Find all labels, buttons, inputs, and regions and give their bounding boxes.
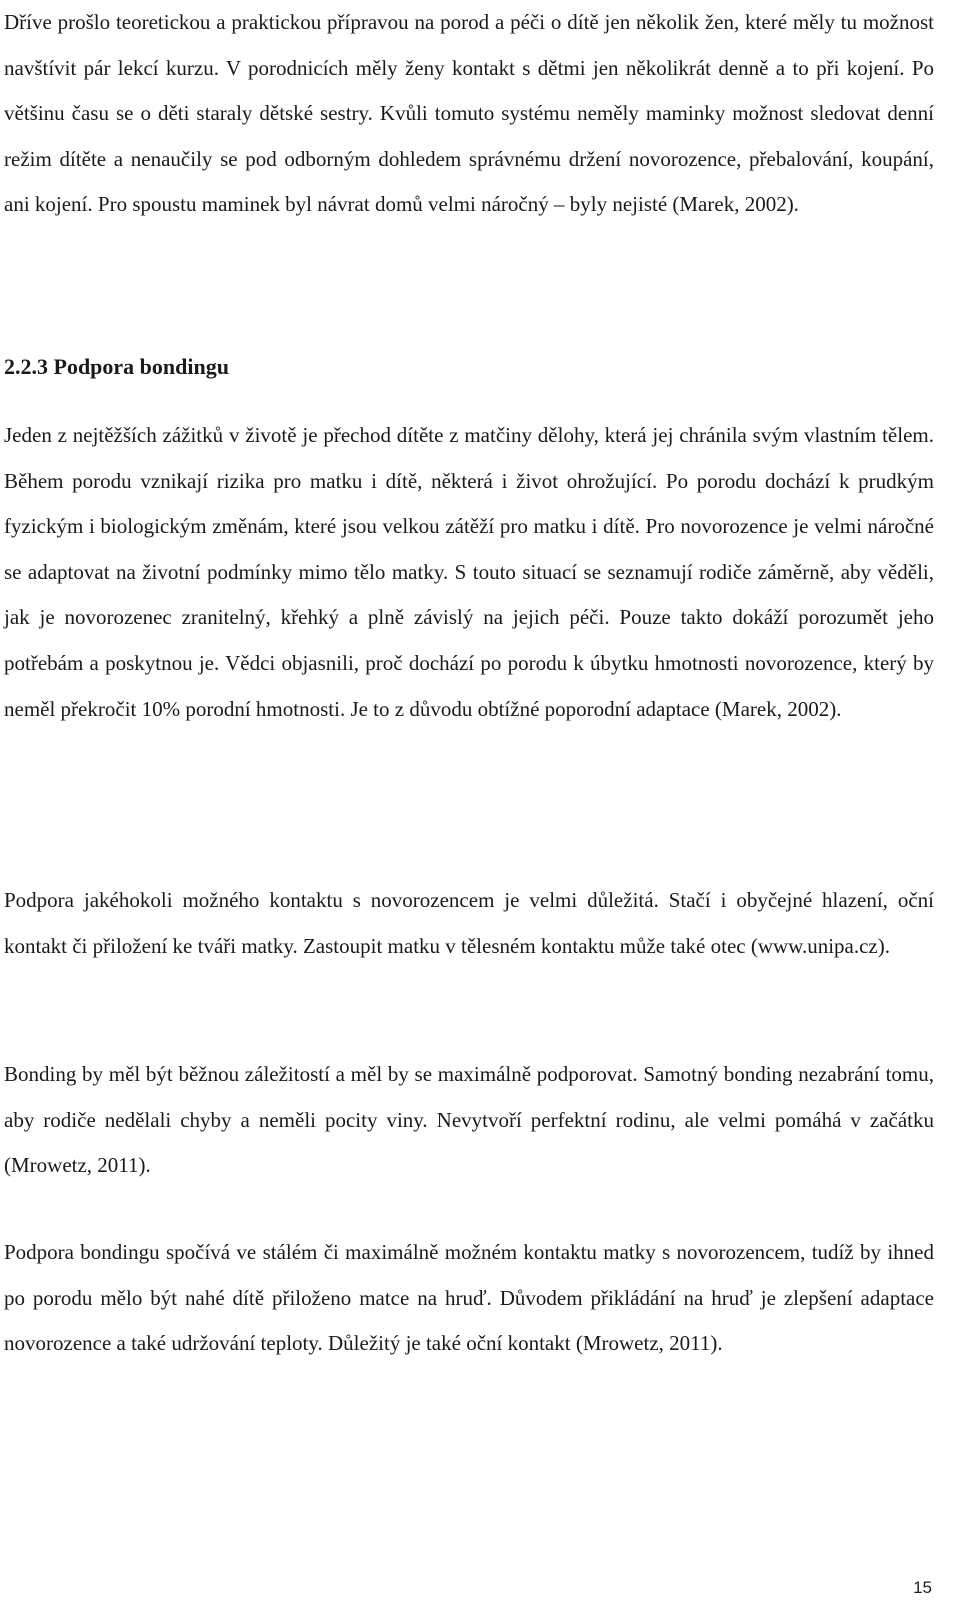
paragraph-intro: Dříve prošlo teoretickou a praktickou přípravou na porod a péči o dítě jen několik žen, které měly tu možnost navštívit pár lekcí kurzu. V porodnicích měly ženy kontakt s dětmi jen několikrát denně a to při kojení. Po většinu času se o děti staraly dětské sestry. Kvůli tomuto systému neměly maminky možnost sledovat denní režim dítěte a nenaučily se pod odborným dohledem správnému držení novorozence, přebalování, koupání, ani kojení. Pro spoustu maminek byl návrat domů velmi náročný – byly nejisté (Marek, 2002).: [4, 10, 934, 217]
section-heading: 2.2.3 Podpora bondingu: [4, 354, 229, 379]
paragraph-transition: Jeden z nejtěžších zážitků v životě je přechod dítěte z matčiny dělohy, která jej chránila svým vlastním tělem. Během porodu vznikají rizika pro matku i dítě, některá i život ohrožující. Po porodu dochází k prudkým fyzickým i biologickým změnám, které jsou velkou zátěží pro matku i dítě. Pro novorozence je velmi náročné se adaptovat na životní podmínky mimo tělo matky. S touto situací se seznamují rodiče záměrně, aby věděli, jak je novorozenec zranitelný, křehký a plně závislý na jejich péči. Pouze takto dokáží porozumět jeho potřebám a poskytnou je. Vědci objasnili, proč dochází po porodu k úbytku hmotnosti novorozence, který by neměl překročit 10% porodní hmotnosti. Je to z důvodu obtížné poporodní adaptace (Marek, 2002).: [4, 423, 934, 721]
paragraph-contact-support: Podpora jakéhokoli možného kontaktu s novorozencem je velmi důležitá. Stačí i obyčejné hlazení, oční kontakt či přiložení ke tváři matky. Zastoupit matku v tělesném kontaktu může také otec (www.unipa.cz).: [4, 888, 934, 958]
paragraph-bonding-common: Bonding by měl být běžnou záležitostí a měl by se maximálně podporovat. Samotný bonding nezabrání tomu, aby rodiče nedělali chyby a neměli pocity viny. Nevytvoří perfektní rodinu, ale velmi pomáhá v začátku (Mrowetz, 2011).: [4, 1062, 934, 1178]
page-number: 15: [913, 1578, 932, 1597]
paragraph-bonding-support: Podpora bondingu spočívá ve stálém či maximálně možném kontaktu matky s novorozencem, tudíž by ihned po porodu mělo být nahé dítě přiloženo matce na hruď. Důvodem přikládání na hruď je zlepšení adaptace novorozence a také udržování teploty. Důležitý je také oční kontakt (Mrowetz, 2011).: [4, 1240, 934, 1356]
